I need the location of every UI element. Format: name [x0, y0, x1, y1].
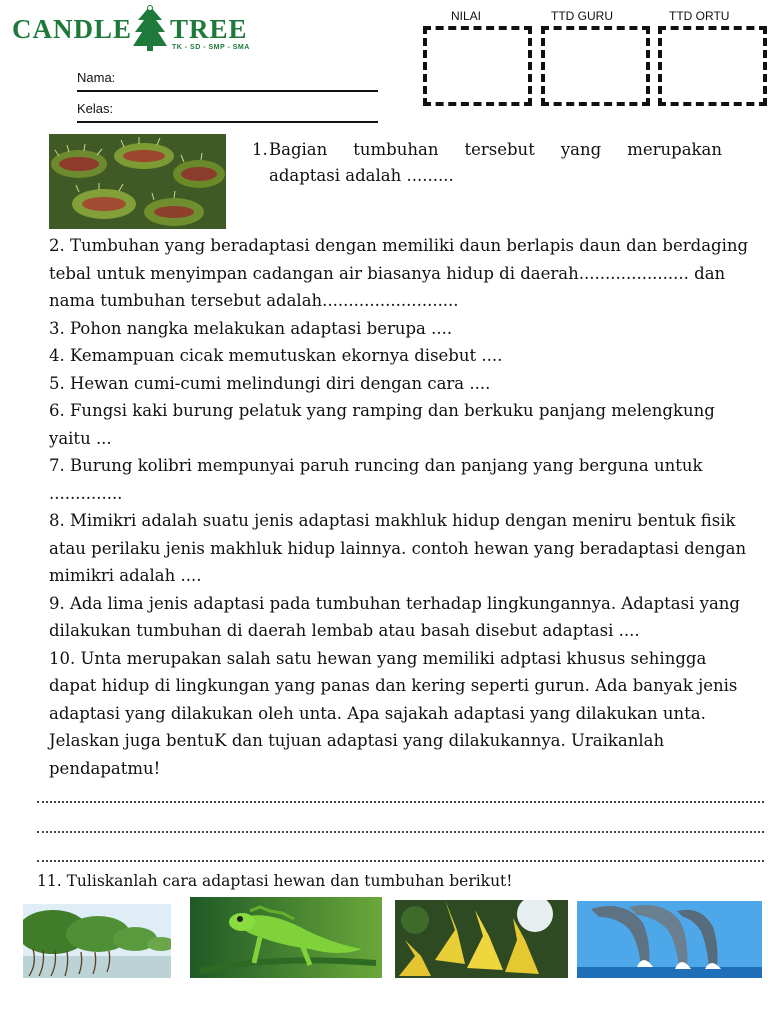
question-10: 10. Unta merupakan salah satu hewan yang memiliki adptasi khusus sehingga dapat hidup di lingkungan yang panas dan kering seperti gurun. Ada banyak jenis adaptasi yang dilakukan oleh unta. Apa sajakah adaptasi yang dilakukan unta. Jelaskan juga bentuK dan tujuan adaptasi yang dilakukannya. Uraikanlah pendapatmu! — [49, 648, 738, 778]
question-4: 4. Kemampuan cicak memutuskan ekornya disebut .... — [49, 346, 503, 365]
question-5: 5. Hewan cumi-cumi melindungi diri dengan cara .... — [49, 373, 491, 393]
logo-text-left: CANDLE — [12, 14, 133, 44]
angel-trumpet-flower-image — [395, 900, 568, 978]
question-11: 11. Tuliskanlah cara adaptasi hewan dan tumbuhan berikut! — [37, 872, 513, 890]
question-2: 2. Tumbuhan yang beradaptasi dengan memiliki daun berlapis daun dan berdaging tebal untuk menyimpan cadangan air biasanya hidup di daerah..................... dan nama tumbuhan tersebut adalah.......................... — [49, 236, 749, 310]
class-label: Kelas: — [77, 101, 114, 116]
question-9: 9. Ada lima jenis adaptasi pada tumbuhan terhadap lingkungannya. Adaptasi yang dilakukan tumbuhan di daerah lembab atau basah disebut adaptasi .... — [49, 593, 740, 640]
ttd-ortu-label: TTD ORTU — [669, 9, 730, 23]
ttd-guru-label: TTD GURU — [551, 9, 613, 23]
mangrove-image — [23, 904, 171, 978]
logo-text-right: TREE — [170, 14, 248, 44]
name-label: Nama: — [77, 70, 116, 85]
ttd-ortu-box[interactable] — [658, 26, 767, 106]
question-list — [49, 232, 749, 782]
question-7: 7. Burung kolibri mempunyai paruh runcing dan panjang yang berguna untuk .............. — [49, 456, 703, 503]
nilai-box[interactable] — [423, 26, 532, 106]
question-1-number: 1. — [252, 140, 268, 159]
answer-line-3[interactable] — [37, 860, 764, 862]
tree-icon — [132, 4, 168, 52]
class-line[interactable] — [77, 121, 378, 123]
venus-flytrap-image — [49, 134, 226, 229]
name-line[interactable] — [77, 90, 378, 92]
question-1-text-line1: Bagian tumbuhan tersebut yang merupakan — [269, 140, 722, 159]
question-6: 6. Fungsi kaki burung pelatuk yang ramping dan berkuku panjang melengkung yaitu ... — [49, 401, 715, 448]
answer-line-1[interactable] — [37, 801, 764, 803]
logo-subtitle: TK - SD - SMP - SMA — [172, 44, 250, 51]
ttd-guru-box[interactable] — [541, 26, 650, 106]
chameleon-image — [190, 897, 382, 978]
nilai-label: NILAI — [451, 9, 482, 23]
question-1-text-line2: adaptasi adalah ......... — [269, 166, 454, 185]
answer-line-2[interactable] — [37, 831, 764, 833]
candle-tree-logo — [12, 4, 252, 56]
question-3: 3. Pohon nangka melakukan adaptasi berupa .... — [49, 318, 453, 338]
question-1 — [252, 137, 722, 189]
dolphins-image — [577, 901, 762, 978]
question-8: 8. Mimikri adalah suatu jenis adaptasi makhluk hidup dengan meniru bentuk fisik atau perilaku jenis makhluk hidup lainnya. contoh hewan yang beradaptasi dengan mimikri adalah .... — [49, 511, 747, 585]
